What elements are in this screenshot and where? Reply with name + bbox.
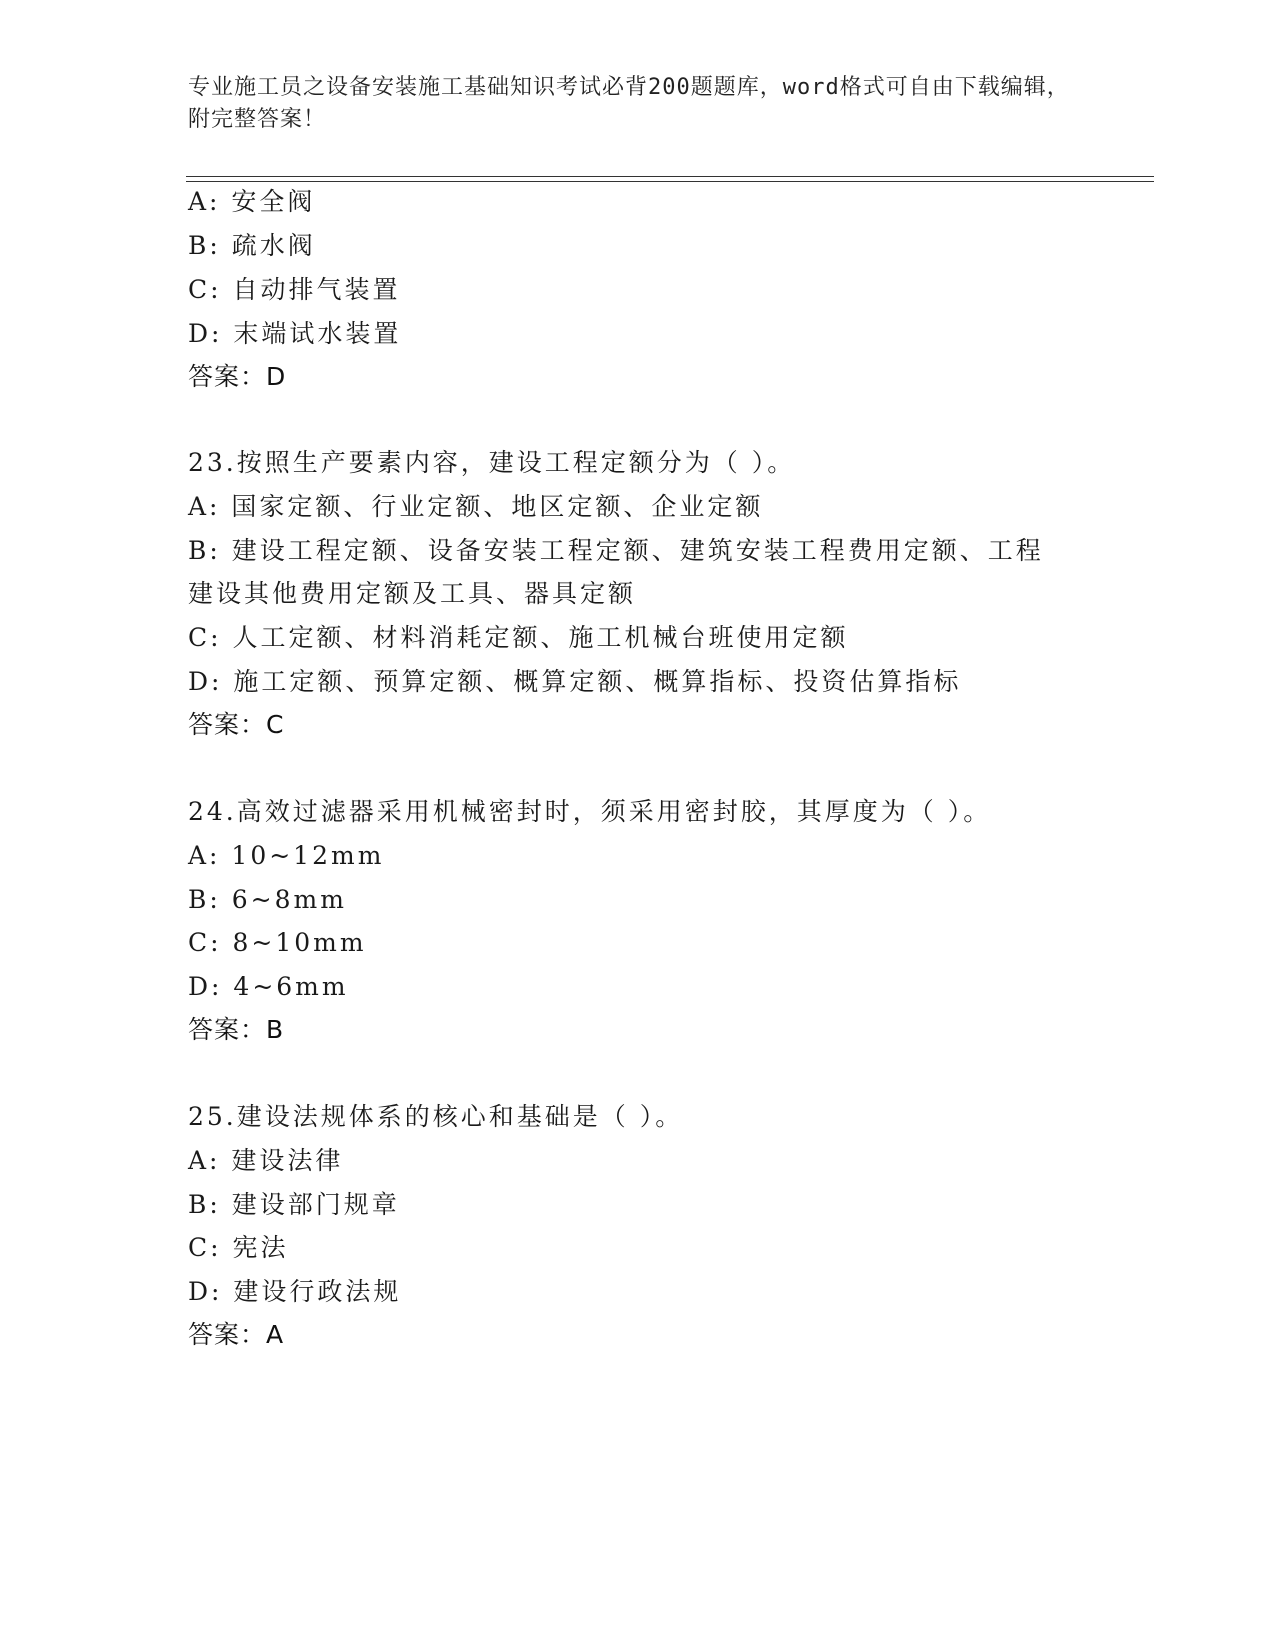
q24-answer: 答案：B — [188, 1015, 285, 1044]
q24-option-b: B: 6~8mm — [188, 885, 347, 914]
q25-option-d: D: 建设行政法规 — [188, 1277, 402, 1306]
header-divider-top — [186, 176, 1154, 177]
q22-option-c: C: 自动排气装置 — [188, 275, 401, 304]
q25-answer: 答案：A — [188, 1320, 285, 1349]
q22-answer: 答案：D — [188, 362, 287, 391]
q24-option-d: D: 4~6mm — [188, 972, 349, 1001]
q24-option-a: A: 10~12mm — [188, 841, 385, 870]
document-header: 专业施工员之设备安装施工基础知识考试必背200题题库，word格式可自由下载编辑，附完整答案！ — [188, 75, 1070, 132]
q23-option-b: B: 建设工程定额、设备安装工程定额、建筑安装工程费用定额、工程 — [188, 536, 1044, 565]
q23-answer: 答案：C — [188, 710, 285, 739]
q25-stem: 25.建设法规体系的核心和基础是（ ）。 — [188, 1102, 684, 1131]
q25-option-c: C: 宪法 — [188, 1233, 289, 1262]
q23-option-b-continued: 建设其他费用定额及工具、器具定额 — [188, 579, 637, 608]
q22-option-d: D: 末端试水装置 — [188, 319, 402, 348]
q25-option-b: B: 建设部门规章 — [188, 1190, 400, 1219]
q23-option-d: D: 施工定额、预算定额、概算定额、概算指标、投资估算指标 — [188, 667, 962, 696]
q24-option-c: C: 8~10mm — [188, 928, 367, 957]
header-divider-bottom — [186, 181, 1154, 182]
q23-stem: 23.按照生产要素内容，建设工程定额分为（ ）。 — [188, 448, 796, 477]
q23-option-c: C: 人工定额、材料消耗定额、施工机械台班使用定额 — [188, 623, 849, 652]
q24-stem: 24.高效过滤器采用机械密封时，须采用密封胶，其厚度为（ ）。 — [188, 797, 992, 826]
q22-option-a: A: 安全阀 — [188, 187, 316, 216]
q22-option-b: B: 疏水阀 — [188, 231, 316, 260]
q23-option-a: A: 国家定额、行业定额、地区定额、企业定额 — [188, 492, 764, 521]
q25-option-a: A: 建设法律 — [188, 1146, 344, 1175]
